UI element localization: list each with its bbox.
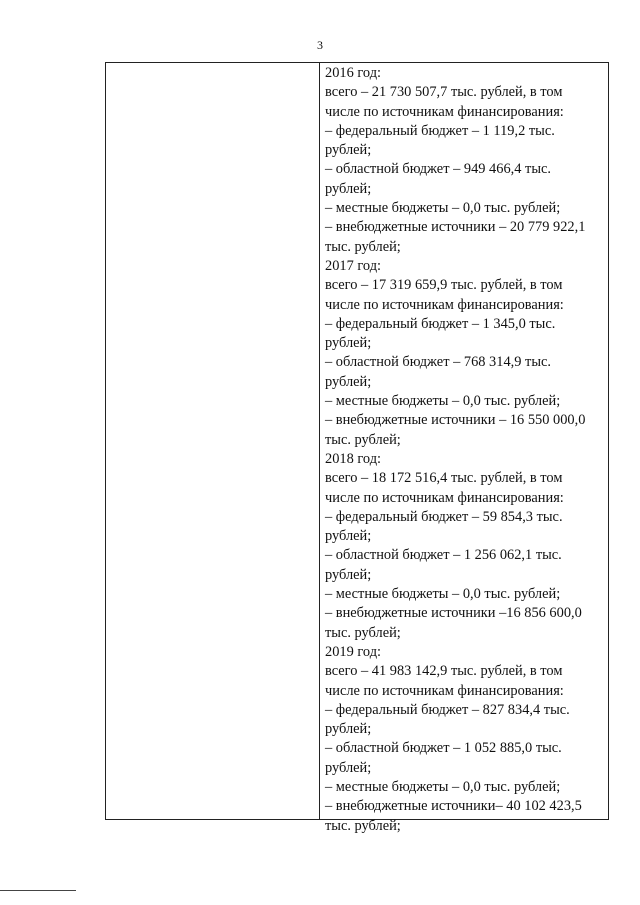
text-line: рублей; [325,373,372,390]
text-line: всего – 41 983 142,9 тыс. рублей, в том [325,663,563,680]
text-line: – местные бюджеты – 0,0 тыс. рублей; [325,393,561,410]
text-line: всего – 17 319 659,9 тыс. рублей, в том [325,277,563,294]
text-line: 2017 год: [325,257,382,274]
table-left-cell [106,63,320,819]
text-line: – федеральный бюджет – 59 854,3 тыс. [325,508,563,525]
page-number: 3 [317,38,323,52]
text-line: – областной бюджет – 949 466,4 тыс. [325,161,551,178]
text-line: числе по источникам финансирования: [325,296,564,313]
text-line: тыс. рублей; [325,624,401,641]
text-line: – областной бюджет – 1 052 885,0 тыс. [325,740,562,757]
text-line: тыс. рублей; [325,431,401,448]
text-line: – федеральный бюджет – 1 119,2 тыс. [325,122,555,139]
text-line: тыс. рублей; [325,238,401,255]
text-line: – местные бюджеты – 0,0 тыс. рублей; [325,200,561,217]
text-line: рублей; [325,566,372,583]
text-line: числе по источникам финансирования: [325,103,564,120]
text-line: всего – 18 172 516,4 тыс. рублей, в том [325,470,563,487]
text-line: – местные бюджеты – 0,0 тыс. рублей; [325,778,561,795]
text-line: – внебюджетные источники – 20 779 922,1 [325,219,586,236]
text-line: – внебюджетные источники– 40 102 423,5 [325,798,582,815]
text-line: – областной бюджет – 768 314,9 тыс. [325,354,551,371]
text-line: – федеральный бюджет – 1 345,0 тыс. [325,315,556,332]
text-line: рублей; [325,142,372,159]
text-line: 2018 год: [325,450,382,467]
text-line: – внебюджетные источники –16 856 600,0 [325,605,582,622]
text-line: рублей; [325,721,372,738]
text-line: тыс. рублей; [325,817,401,834]
text-line: числе по источникам финансирования: [325,489,564,506]
text-line: 2016 год: [325,65,382,81]
text-line: – федеральный бюджет – 827 834,4 тыс. [325,701,570,718]
table-right-cell [320,63,608,834]
text-line: рублей; [325,759,372,776]
text-line: рублей; [325,528,372,545]
text-line: рублей; [325,335,372,352]
text-line: рублей; [325,180,372,197]
funding-table [105,62,609,834]
text-line: 2019 год: [325,643,382,660]
text-line: всего – 21 730 507,7 тыс. рублей, в том [325,84,563,101]
text-line: – областной бюджет – 1 256 062,1 тыс. [325,547,562,564]
text-line: – местные бюджеты – 0,0 тыс. рублей; [325,586,561,603]
footer-rule [0,890,76,891]
text-line: – внебюджетные источники – 16 550 000,0 [325,412,586,429]
text-line: числе по источникам финансирования: [325,682,564,699]
